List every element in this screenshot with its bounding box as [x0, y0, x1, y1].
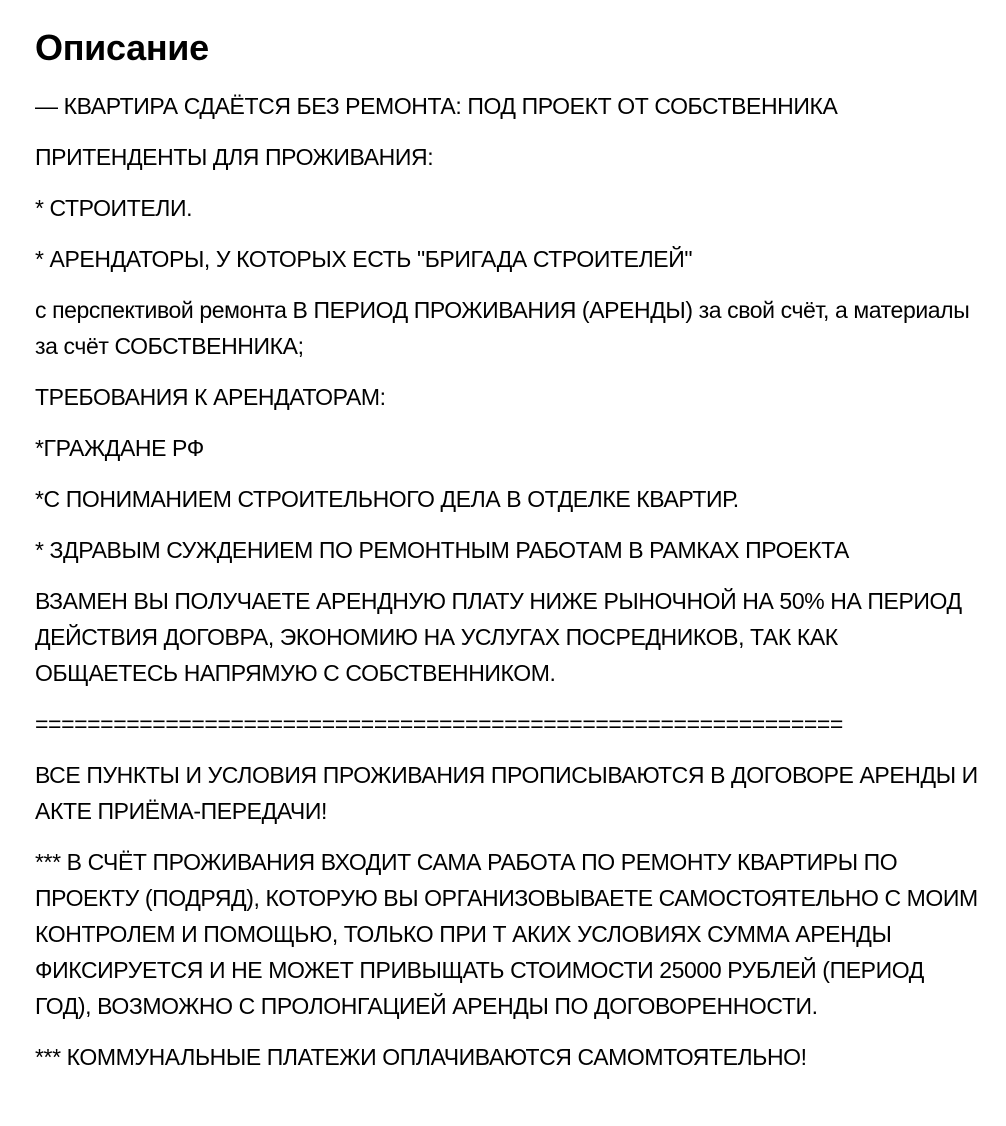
- separator-line: ==============================================================: [35, 711, 843, 737]
- paragraph-rent-conditions: *** В СЧЁТ ПРОЖИВАНИЯ ВХОДИТ САМА РАБОТА ПО РЕМОНТУ КВАРТИРЫ ПО ПРОЕКТУ (ПОДРЯД), КОТОРУЮ ВЫ ОРГАНИЗОВЫВАЕТЕ САМОСТОЯТЕЛЬНО С МОИМ КОНТРОЛЕМ И ПОМОЩЬЮ, ТОЛЬКО ПРИ Т АКИХ УСЛОВИЯХ СУММА АРЕНДЫ ФИКСИРУЕТСЯ И НЕ МОЖЕТ ПРИВЫЩАТЬ СТОИМОСТИ 25000 РУБЛЕЙ (ПЕРИОД ГОД), ВОЗМОЖНО С ПРОЛОНГАЦИЕЙ АРЕНДЫ ПО ДОГОВОРЕННОСТИ.: [35, 849, 978, 1019]
- section-title: Описание: [35, 27, 209, 68]
- paragraph-builders: * СТРОИТЕЛИ.: [35, 195, 193, 221]
- paragraph-tenants-with-crew: * АРЕНДАТОРЫ, У КОТОРЫХ ЕСТЬ "БРИГАДА СТРОИТЕЛЕЙ": [35, 246, 693, 272]
- paragraph-no-renovation: — КВАРТИРА СДАЁТСЯ БЕЗ РЕМОНТА: ПОД ПРОЕКТ ОТ СОБСТВЕННИКА: [35, 93, 838, 119]
- paragraph-utilities: *** КОММУНАЛЬНЫЕ ПЛАТЕЖИ ОПЛАЧИВАЮТСЯ САМОМТОЯТЕЛЬНО!: [35, 1044, 807, 1070]
- paragraph-benefits: ВЗАМЕН ВЫ ПОЛУЧАЕТЕ АРЕНДНУЮ ПЛАТУ НИЖЕ РЫНОЧНОЙ НА 50% НА ПЕРИОД ДЕЙСТВИЯ ДОГОВРА, ЭКОНОМИЮ НА УСЛУГАХ ПОСРЕДНИКОВ, ТАК КАК ОБЩАЕТЕСЬ НАПРЯМУЮ С СОБСТВЕННИКОМ.: [35, 588, 962, 686]
- paragraph-sound-judgement: * ЗДРАВЫМ СУЖДЕНИЕМ ПО РЕМОНТНЫМ РАБОТАМ В РАМКАХ ПРОЕКТА: [35, 537, 849, 563]
- paragraph-contract-terms: ВСЕ ПУНКТЫ И УСЛОВИЯ ПРОЖИВАНИЯ ПРОПИСЫВАЮТСЯ В ДОГОВОРЕ АРЕНДЫ И АКТЕ ПРИЁМА-ПЕРЕДАЧИ!: [35, 762, 978, 824]
- paragraph-citizenship: *ГРАЖДАНЕ РФ: [35, 435, 204, 461]
- paragraph-candidates-heading: ПРИТЕНДЕНТЫ ДЛЯ ПРОЖИВАНИЯ:: [35, 144, 434, 170]
- paragraph-requirements-heading: ТРЕБОВАНИЯ К АРЕНДАТОРАМ:: [35, 384, 386, 410]
- paragraph-renovation-perspective: с перспективой ремонта В ПЕРИОД ПРОЖИВАНИЯ (АРЕНДЫ) за свой счёт, а материалы за счёт СОБСТВЕННИКА;: [35, 297, 970, 359]
- paragraph-construction-knowledge: *С ПОНИМАНИЕМ СТРОИТЕЛЬНОГО ДЕЛА В ОТДЕЛКЕ КВАРТИР.: [35, 486, 739, 512]
